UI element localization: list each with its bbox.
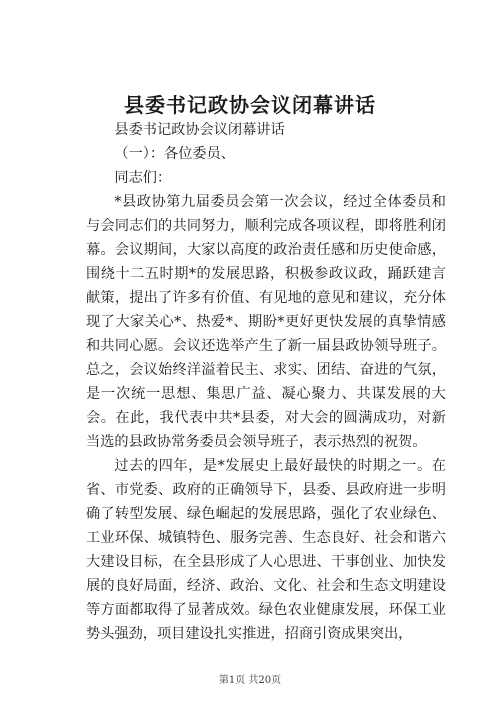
document-body: [86, 118, 446, 646]
paragraph-body-2: 过去的四年，是*发展史上最好最快的时期之一。在省、市党委、政府的正确领导下，县委、县政府进一步明确了转型发展、绿色崛起的发展思路，强化了农业绿色、工业环保、城镇特色、服务完善、生态良好、社会和谐六大建设目标，在全县形成了人心思进、干事创业、加快发展的良好局面，经济、政治、文化、社会和生态文明建设等方面都取得了显著成效。绿色农业健康发展，环保工业势头强劲，项目建设扎实推进，招商引资成果突出，: [86, 458, 446, 642]
paragraph-section-heading: （一）：各位委员、: [114, 146, 235, 162]
page-footer: 第1页 共20页: [218, 675, 282, 686]
paragraph-subtitle: 县委书记政协会议闭幕讲话: [114, 122, 285, 138]
paragraph-salutation: 同志们：: [114, 170, 172, 186]
document-title: 县委书记政协会议闭幕讲话: [124, 93, 376, 117]
paragraph-body-1: *县政协第九届委员会第一次会议，经过全体委员和与会同志们的共同努力，顺利完成各项议程，即将胜利闭幕。会议期间，大家以高度的政治责任感和历史使命感，围绕十二五时期*的发展思路，积极参政议政，踊跃建言献策，提出了许多有价值、有见地的意见和建议，充分体现了大家关心*、热爱*、期盼*更好更快发展的真挚情感和共同心愿。会议还选举产生了新一届县政协领导班子。总之，会议始终洋溢着民主、求实、团结、奋进的气氛，是一次统一思想、集思广益、凝心聚力、共谋发展的大会。在此，我代表中共*县委，对大会的圆满成功，对新当选的县政协常务委员会领导班子，表示热烈的祝贺。: [86, 194, 446, 450]
